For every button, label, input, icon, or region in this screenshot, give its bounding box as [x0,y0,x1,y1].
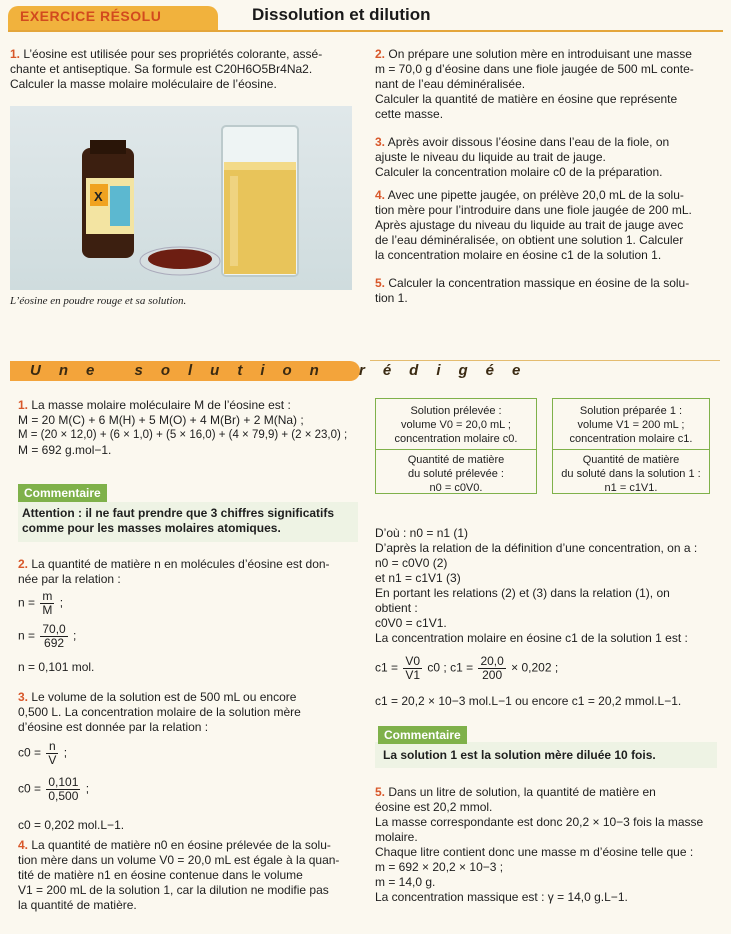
answer-5: 5. Dans un litre de solution, la quantité de matière en éosine est 20,2 mmol. La masse correspondante est donc 20,2 × 10−3 fois la masse molaire. Chaque litre contient donc une masse m d’éosine telle que : m = 692 × 20,2 × 10−3 ; m = 14,0 g. La concentration massique est : γ = 14,0 g.L−1. [375,785,704,904]
answer-3: 3. Le volume de la solution est de 500 mL ou encore 0,500 L. La concentration molaire de la solution mère d’éosine est donnée par la relation : [18,690,301,734]
equation-c0-values: c0 = $\frac{0,101}{0,500}$ ; [18,775,90,803]
box-sampled-solution: Solution prélevée : volume V0 = 20,0 mL ; concentration molaire c0. Quantité de matière du soluté prélevée : n0 = c0V0. [375,398,537,494]
question-5: 5. Calculer la concentration massique en éosine de la solu- tion 1. [375,276,690,305]
eosin-formula: C20H6O5Br4Na2. [214,62,313,76]
comment-1-text: Attention : il ne faut prendre que 3 chiffres significatifs comme pour les masses molaires atomiques. [22,506,335,535]
answer-1: 1. La masse molaire moléculaire M de l’éosine est : M = 20 M(C) + 6 M(H) + 5 M(O) + 4 M(Br) + 2 M(Na) ; M = (20 × 12,0) + (6 × 1,0) + (5 × 16,0) + (4 × 79,9) + (2 × 23,0) ; M = 692 g.mol−1. [18,398,348,457]
photo-caption: L’éosine en poudre rouge et sa solution. [10,295,187,307]
result-c1: c1 = 20,2 × 10−3 mol.L−1 ou encore c1 = 20,2 mmol.L−1. [375,694,682,708]
derivation: D’où : n0 = n1 (1) D’après la relation de la définition d’une concentration, on a : n0 = c0V0 (2) et n1 = c1V1 (3) En portant les relations (2) et (3) dans la relation (1), on obtient : c0V0 = c1V1. La concentration molaire en éosine c1 de la solution 1 est : [375,526,698,645]
comment-1-tag: Commentaire [18,484,107,502]
equation-n-formula: n = $\frac{m}{M}$ ; [18,589,64,617]
question-number: 1. [10,47,21,61]
result-n: n = 0,101 mol. [18,660,95,674]
question-1: 1. L’éosine est utilisée pour ses propriétés colorante, assé- chante et antiseptique. Sa formule est C20H6O5Br4Na2. Calculer la masse molaire moléculaire de l’éosine. [10,47,323,91]
hazard-label: X [94,189,103,204]
equation-n-values: n = $\frac{70,0}{692}$ ; [18,622,77,650]
question-2: 2. On prépare une solution mère en introduisant une masse m = 70,0 g d’éosine dans une fiole jaugée de 500 mL conte- nant de l’eau déminéralisée. Calculer la quantité de matière en éosine que représente cette masse. [375,47,694,121]
header-divider [8,30,723,32]
answer-4: 4. La quantité de matière n0 en éosine prélevée de la solu- tion mère dans un volume V0 = 20,0 mL est égale à la quan- tité de matière n1 en éosine contenue dans le volume V1 = 200 mL de la solution 1, car la dilution ne modifie pas la quantité de matière. [18,838,340,912]
equation-c1: c1 = $\frac{V0}{V1}$ c0 ; c1 = $\frac{20,0}{200}$ × 0,202 ; [375,654,559,682]
answer-2: 2. La quantité de matière n en molécules d’éosine est don- née par la relation : [18,557,330,586]
result-c0: c0 = 0,202 mol.L−1. [18,818,125,832]
equation-c0-formula: c0 = $\frac{n}{V}$ ; [18,739,68,767]
solution-section-title: Une solution rédigée [30,362,539,379]
page-title: Dissolution et dilution [252,5,431,24]
question-4: 4. Avec une pipette jaugée, on prélève 20,0 mL de la solu- tion mère pour l’introduire dans une fiole jaugée de 200 mL. Après ajustage du niveau du liquide au trait de jauge avec de l’eau déminéralisée, on obtient une solution 1. Calculer la concentration molaire en éosine c1 de la solution 1. [375,188,692,262]
eosin-photo [10,106,352,290]
question-3: 3. Après avoir dissous l’éosine dans l’eau de la fiole, on ajuste le niveau du liquide au trait de jauge. Calculer la concentration molaire c0 de la préparation. [375,135,670,179]
box-prepared-solution: Solution préparée 1 : volume V1 = 200 mL ; concentration molaire c1. Quantité de matière du soluté dans la solution 1 : n1 = c1V1. [552,398,710,494]
section-divider [370,360,720,361]
exercise-tag: EXERCICE RÉSOLU [20,8,162,24]
comment-2-tag: Commentaire [378,726,467,744]
eosin-photo-illustration [10,106,352,290]
comment-2-text: La solution 1 est la solution mère diluée 10 fois. [383,748,656,762]
